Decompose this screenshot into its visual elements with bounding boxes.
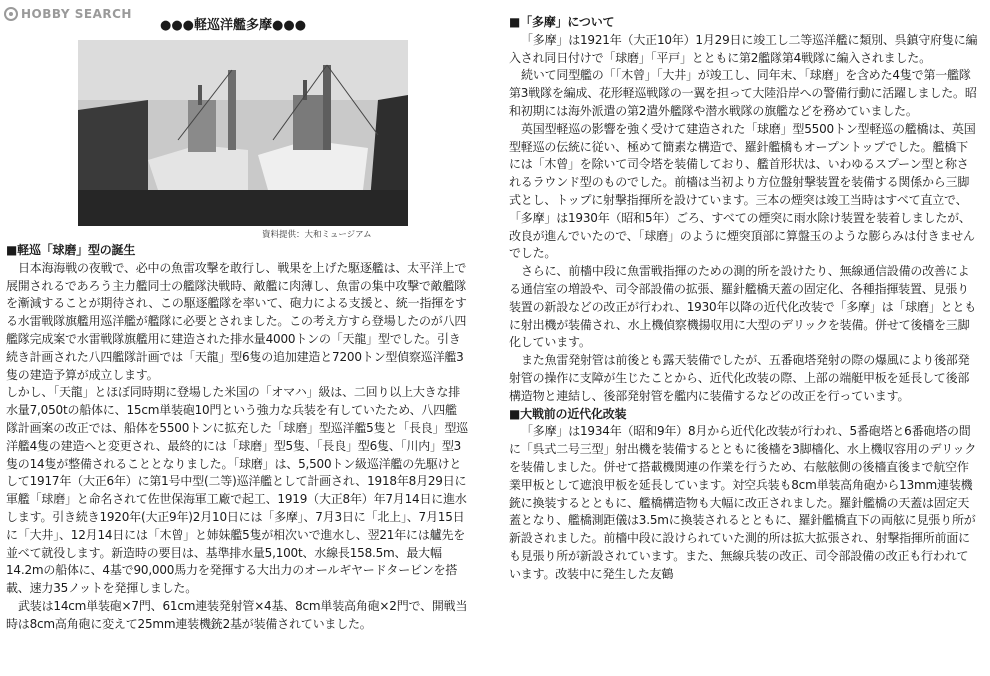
paragraph: 日本海海戦の夜戦で、必中の魚雷攻撃を敢行し、戦果を上げた駆逐艦は、太平洋上で展開されるであろう主力艦同士の艦隊決戦時、敵艦に肉薄し、魚雷の集中攻撃で敵艦隊を漸減することが期待され、この駆逐艦隊を率いて、砲力による支援と、統一指揮をする水雷戦隊旗艦用巡洋艦が艦隊に必要とされました。この考え方すら登場したのが八四艦隊完成案で水雷戦隊旗艦用に建造された排水量4000トンの「天龍」型でした。引き続き計画された八四艦隊計画では「天龍」型6隻の追加建造と7200トン型偵察巡洋艦3隻の建造予算が成立します。 [6, 260, 467, 382]
paragraph: また魚雷発射管は前後とも露天装備でしたが、五番砲塔発射の際の爆風により後部発射管の操作に支障が生じたことから、近代化改装の際、上部の端艇甲板を延長して後部構造物と連結し、後部発射管を艦内に装備するなどの改正を行っています。 [509, 353, 970, 403]
paragraph: 英国型軽巡の影響を強く受けて建造された「球磨」型5500トン型軽巡の艦橋は、英国型軽巡の伝統に従い、極めて簡素な構造で、羅針艦橋もオープントップでした。艦橋下には「木曾」を除いて司令塔を装備しており、艦首形状は、いわゆるスプーン型と称されるラウンド型のものでした。前檣は当初より方位盤射撃装置を装備する関係から三脚式とし、トップに射撃指揮所を設けています。三本の煙突は竣工当時はすべて直立で、「多摩」は1930年（昭和5年）ごろ、すべての煙突に雨水除け装置を装着しましたが、改良が進んでいたので、「球磨」のように煙突頂部に算盤玉のような膨らみは付きませんでした。 [509, 121, 976, 261]
section-heading-modernization: ■大戦前の近代化改装 [509, 406, 627, 421]
right-column [509, 14, 979, 584]
paragraph: さらに、前檣中段に魚雷戦指揮のための測的所を設けたり、無線通信設備の改善による通信室の増設や、司令部設備の拡張、羅針艦橋天蓋の固定化、各種指揮装置、見張り装置の新設などの改正が行われ、1930年以降の近代化改装で「多摩」は「球磨」とともに射出機が装備され、水上機偵察機揚収用に大型のデリックを装備。併せて後檣を三脚化しています。 [509, 264, 977, 350]
photo-credit: 資料提供：大和ミュージアム [262, 230, 372, 240]
page-title: ●●●軽巡洋艦多摩●●● [160, 18, 307, 33]
paragraph: 続いて同型艦の「「木曾」「大井」が竣工し、同年末、「球磨」を含めた4隻で第一艦隊第3戦隊を編成、花形軽巡戦隊の一翼を担って大陸沿岸への警備行動に活躍しました。昭和初期には海外派遣の第2遣外艦隊や潜水戦隊の旗艦などを務めていました。 [509, 68, 977, 118]
section-heading-tama: ■「多摩」について [509, 15, 615, 29]
paragraph: 「多摩」は1934年（昭和9年）8月から近代化改装が行われ、5番砲塔と6番砲塔の間に「呉式二号三型」射出機を装備するとともに後檣を3脚檣化、水上機収容用のデリックを装備しました。併せて搭載機関連の作業を行うため、右舷舷側の後檣直後まで航空作業甲板として遮浪甲板を延長しています。対空兵装も8cm単装高角砲から13mm連装機銃に換装するとともに、艦橋構造物も大幅に改正されました。羅針艦橋の天蓋は固定天蓋となり、艦橋測距儀は3.5mに換装されるとともに、羅針艦橋直下の両舷に見張り所が新設されました。前檣中段に設けられていた測的所は拡大拡張され、射撃指揮所前面にも見張り所が新設されています。また、無線兵装の改正、司令部設備の改正も行われています。改装中に発生した友鶴 [509, 424, 977, 581]
photo-illustration [78, 40, 408, 226]
paragraph: しかし、「天龍」とほぼ同時期に登場した米国の「オマハ」級は、二回り以上大きな排水量7,050tの船体に、15cm単装砲10門という強力な兵装を有していたため、八四艦隊計画案の改正では、船体を5500トンに拡充した「球磨」型巡洋艦5隻と「長良」型巡洋艦4隻の建造へと変更され、最終的には「球磨」型5隻、「長良」型6隻、「川内」型3隻の14隻が整備されることとなりました。「球磨」は、5,500トン級巡洋艦の先駆けとして1917年（大正6年）に第1号中型(二等)巡洋艦として計画され、1918年8月29日に軍艦「球磨」と命名されて佐世保海軍工廠で起工、1919（大正8年）年7月14日に進水します。引き続き1920年(大正9年)2月10日には「多摩」、7月3日に「北上」、7月15日に「大井」、12月14日には「木曾」と姉妹艦5隻が相次いで進水し、翌21年には艫先を並べて就役します。新造時の要目は、基準排水量5,100t、水線長158.5m、最大幅14.2mの船体に、4基で90,000馬力を発揮する大出力のオールギヤードタービンを搭載、速力35ノットを発揮しました。 [6, 385, 468, 596]
logo-text: HOBBY SEARCH [21, 7, 132, 21]
paragraph: 「多摩」は1921年（大正10年）1月29日に竣工し二等巡洋艦に類別、呉鎮守府隻に編入され同日付けで「球磨」「平戸」とともに第2艦隊第4戦隊に編入されました。 [509, 32, 978, 65]
left-column [6, 242, 468, 634]
hobby-search-logo [4, 5, 132, 23]
section-heading-kuma-class: ■軽巡「球磨」型の誕生 [6, 243, 136, 257]
paragraph: 武装は14cm単装砲×7門、61cm連装発射管×4基、8cm単装高角砲×2門で、開戦当時は8cm高角砲に変えて25mm連装機銃2基が装備されていました。 [6, 598, 468, 631]
cruiser-photo [78, 40, 408, 226]
logo-emblem-icon [4, 7, 18, 21]
